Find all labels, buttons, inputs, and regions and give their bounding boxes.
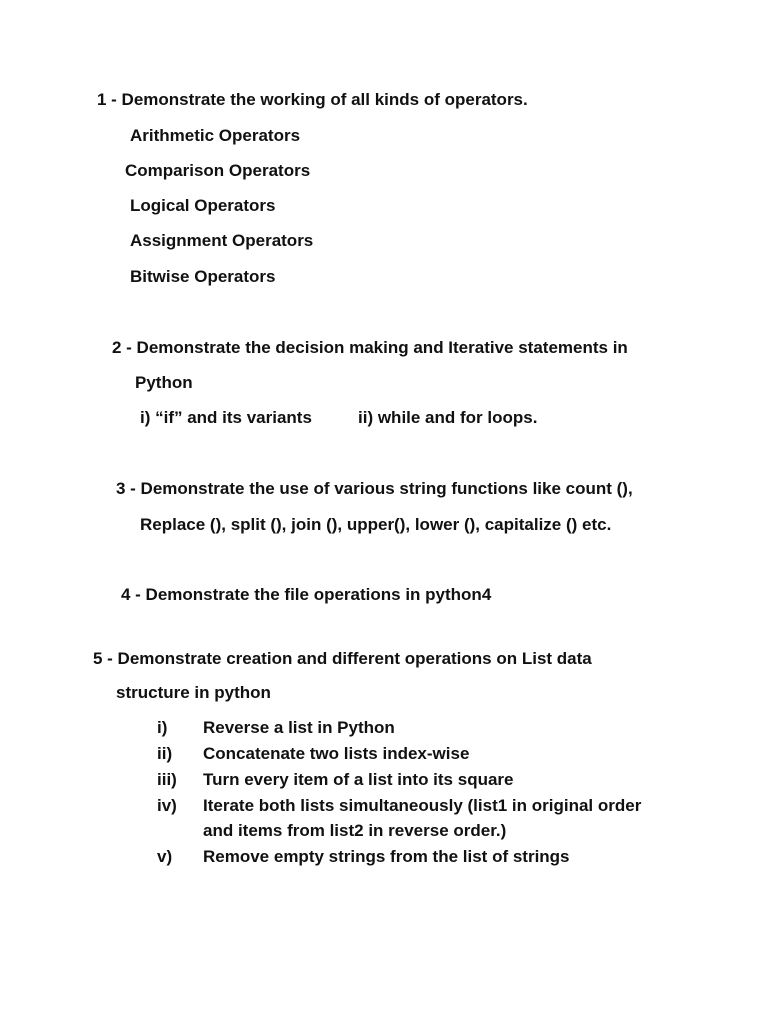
q5-list-num: iv)	[157, 796, 177, 815]
q1-item-logical: Logical Operators	[130, 196, 276, 215]
q5-list-num: iii)	[157, 770, 177, 789]
q5-list-num: i)	[157, 718, 168, 737]
q5-list-text: Turn every item of a list into its square	[203, 770, 514, 789]
q1-title: 1 - Demonstrate the working of all kinds of operators.	[97, 90, 528, 109]
q1-item-arithmetic: Arithmetic Operators	[130, 126, 301, 145]
q3-line1: 3 - Demonstrate the use of various string functions like count (),	[116, 479, 633, 498]
q1-item-bitwise: Bitwise Operators	[130, 267, 276, 286]
q5-line2: structure in python	[116, 683, 271, 702]
q3-line2: Replace (), split (), join (), upper(), lower (), capitalize () etc.	[140, 515, 612, 534]
q5-line1: 5 - Demonstrate creation and different operations on List data	[93, 649, 592, 668]
q4-title: 4 - Demonstrate the file operations in python4	[121, 585, 492, 604]
q2-sub-loops: ii) while and for loops.	[358, 408, 538, 427]
q5-list-num: ii)	[157, 744, 173, 763]
q2-sub-if: i) “if” and its variants	[140, 408, 312, 427]
q5-list-num: v)	[157, 847, 173, 866]
q1-item-assignment: Assignment Operators	[130, 231, 314, 250]
q2-line1: 2 - Demonstrate the decision making and Iterative statements in	[112, 338, 628, 357]
q5-list-text: Iterate both lists simultaneously (list1 in original order	[203, 796, 642, 815]
q5-list-text: Remove empty strings from the list of strings	[203, 847, 570, 866]
q5-list-text: Concatenate two lists index-wise	[203, 744, 470, 763]
q1-item-comparison: Comparison Operators	[125, 161, 311, 180]
q5-list-text: and items from list2 in reverse order.)	[203, 821, 507, 840]
q2-line2: Python	[135, 373, 193, 392]
q5-list-text: Reverse a list in Python	[203, 718, 395, 737]
